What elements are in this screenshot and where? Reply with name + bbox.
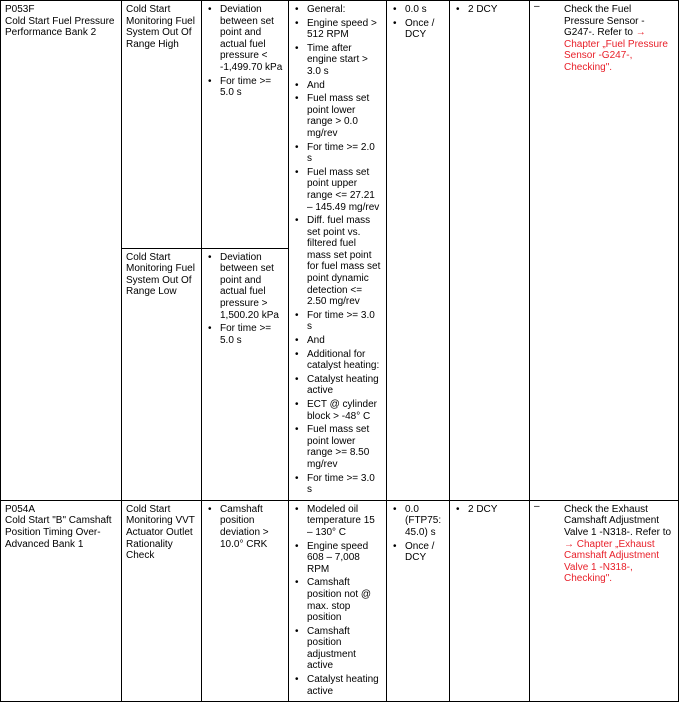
remedy-cell bbox=[530, 500, 679, 702]
list-item: • Camshaft position deviation > 10.0° CRK bbox=[206, 504, 284, 550]
monitor-name: Cold Start Monitoring VVT Actuator Outlet Rationality Check bbox=[126, 503, 195, 562]
list-item: • Time after engine start > 3.0 s bbox=[293, 43, 382, 78]
list-item: • Camshaft position not @ max. stop position bbox=[293, 577, 382, 623]
remedy-text: Check the Fuel Pressure Sensor -G247-. Refer to bbox=[564, 4, 645, 39]
chapter-link[interactable]: → Chapter „Fuel Pressure Sensor -G247-, Checking". bbox=[564, 27, 668, 73]
conditions-list bbox=[293, 504, 382, 698]
table-row bbox=[1, 500, 679, 702]
remedy-dash: – bbox=[534, 1, 540, 12]
fault-description: Cold Start "B" Camshaft Position Timing Over-Advanced Bank 1 bbox=[5, 515, 112, 550]
chapter-link[interactable]: → Chapter „Exhaust Camshaft Adjustment Valve 1 -N318-, Checking". bbox=[564, 538, 660, 585]
list-item: • Fuel mass set point upper range <= 27.21 – 145.49 mg/rev bbox=[293, 167, 382, 213]
list-item: • 2 DCY bbox=[454, 504, 525, 516]
fault-code: P053F bbox=[5, 4, 35, 15]
strategy-cell bbox=[202, 248, 289, 500]
list-item: • For time >= 5.0 s bbox=[206, 323, 284, 346]
monitor-name: Cold Start Monitoring Fuel System Out Of Range Low bbox=[126, 251, 195, 298]
strategy-list bbox=[206, 504, 284, 550]
strategy-list bbox=[206, 252, 284, 347]
remedy-dash: – bbox=[534, 500, 540, 512]
list-item: • Catalyst heating active bbox=[293, 374, 382, 397]
strategy-cell bbox=[202, 500, 289, 702]
list-item: • For time >= 5.0 s bbox=[206, 76, 284, 99]
monitor-cell bbox=[122, 1, 202, 249]
list-item: • Once / DCY bbox=[391, 541, 445, 564]
time-cell bbox=[387, 1, 450, 501]
list-item: • 0.0 (FTP75: 45.0) s bbox=[391, 504, 445, 539]
list-item: • Engine speed 608 – 7,008 RPM bbox=[293, 541, 382, 576]
list-item: • Deviation between set point and actual fuel pressure > 1,500.20 kPa bbox=[206, 252, 284, 322]
mil-list bbox=[454, 504, 525, 516]
fault-code: P054A bbox=[5, 503, 36, 515]
list-item: • For time >= 2.0 s bbox=[293, 142, 382, 165]
list-item: • General: bbox=[293, 4, 382, 16]
monitor-name: Cold Start Monitoring Fuel System Out Of Range High bbox=[126, 4, 195, 50]
strategy-list bbox=[206, 4, 284, 99]
list-item: • Fuel mass set point lower range >= 8.50 mg/rev bbox=[293, 424, 382, 470]
list-item: • 0.0 s bbox=[391, 4, 445, 16]
list-item: • Deviation between set point and actual fuel pressure < -1,499.70 kPa bbox=[206, 4, 284, 74]
remedy-cell bbox=[530, 1, 679, 501]
mil-cell bbox=[450, 500, 530, 702]
monitor-cell bbox=[122, 248, 202, 500]
list-item: • Modeled oil temperature 15 – 130° C bbox=[293, 504, 382, 539]
list-item: • Camshaft position adjustment active bbox=[293, 626, 382, 672]
conditions-list bbox=[293, 4, 382, 496]
monitor-cell bbox=[122, 500, 202, 702]
fault-description: Cold Start Fuel Pressure Performance Bank 2 bbox=[5, 15, 115, 39]
strategy-cell bbox=[202, 1, 289, 249]
list-item: • Diff. fuel mass set point vs. filtered fuel mass set point for fuel mass set point dynamic detection <= 2.50 mg/rev bbox=[293, 215, 382, 308]
mil-cell bbox=[450, 1, 530, 501]
time-list bbox=[391, 4, 445, 41]
conditions-cell bbox=[289, 500, 387, 702]
list-item: • ECT @ cylinder block > -48° C bbox=[293, 399, 382, 422]
list-item: • For time >= 3.0 s bbox=[293, 310, 382, 333]
list-item: • Once / DCY bbox=[391, 18, 445, 41]
list-item: • And bbox=[293, 80, 382, 92]
remedy-text: Check the Exhaust Camshaft Adjustment Valve 1 -N318-. Refer to bbox=[564, 503, 672, 538]
list-item: • For time >= 3.0 s bbox=[293, 473, 382, 496]
mil-list bbox=[454, 4, 525, 16]
fault-code-cell bbox=[1, 1, 122, 501]
table-row bbox=[1, 1, 679, 249]
list-item: • Additional for catalyst heating: bbox=[293, 349, 382, 372]
time-cell bbox=[387, 500, 450, 702]
list-item: • And bbox=[293, 335, 382, 347]
conditions-cell bbox=[289, 1, 387, 501]
list-item: • Catalyst heating active bbox=[293, 674, 382, 697]
list-item: • Fuel mass set point lower range > 0.0 mg/rev bbox=[293, 93, 382, 139]
list-item: • Engine speed > 512 RPM bbox=[293, 18, 382, 41]
time-list bbox=[391, 504, 445, 564]
list-item: • 2 DCY bbox=[454, 4, 525, 16]
fault-code-cell bbox=[1, 500, 122, 702]
